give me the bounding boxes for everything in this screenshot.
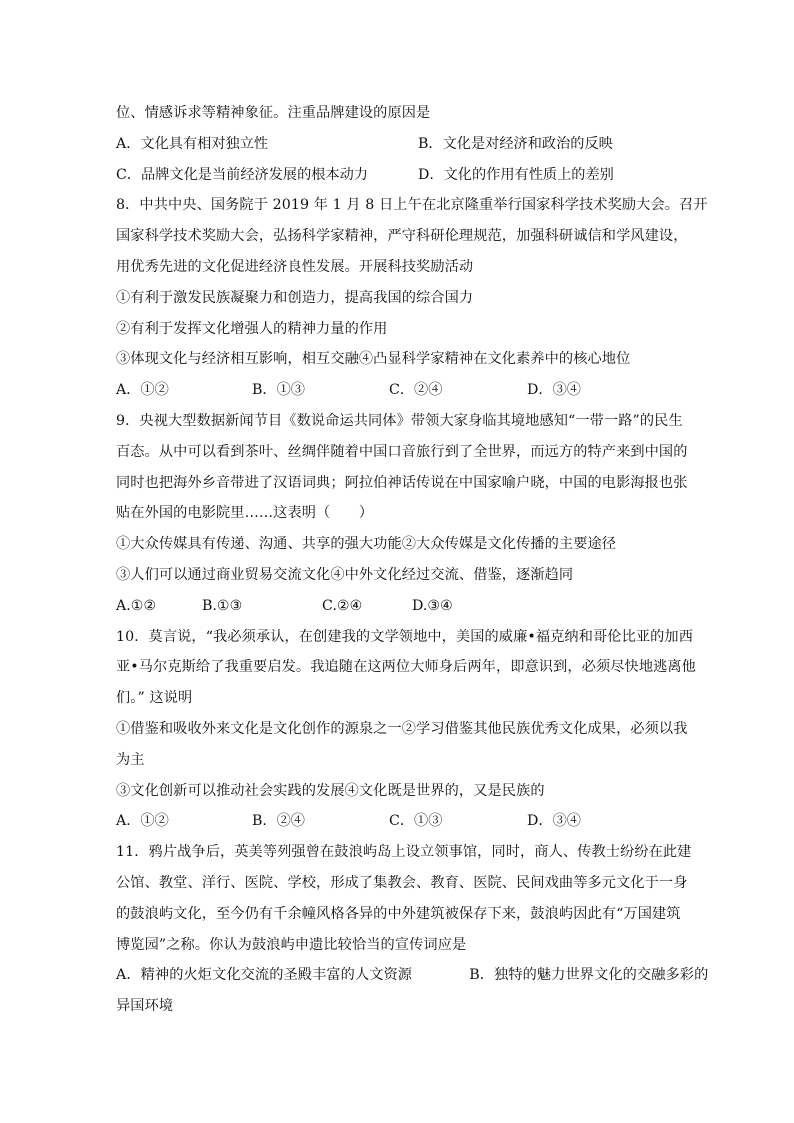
q9-option-a: A.①② bbox=[116, 597, 157, 614]
q10-stem-line: 10．莫言说，“我必须承认，在创建我的文学领地中，美国的威廉•福克纳和哥伦比亚的加西 bbox=[116, 628, 694, 645]
q10-option-a: A．①② bbox=[116, 813, 169, 830]
q10-item: ③文化创新可以推动社会实践的发展④文化既是世界的，又是民族的 bbox=[116, 782, 545, 799]
q8-option-d: D．③④ bbox=[527, 382, 581, 399]
q11-stem-line: 博览园”之称。你认为鼓浪屿申遗比较恰当的宣传词应是 bbox=[116, 936, 467, 953]
q8-item: ③体现文化与经济相互影响，相互交融④凸显科学家精神在文化素养中的核心地位 bbox=[116, 351, 631, 368]
q8-stem-line: 用优秀先进的文化促进经济良性发展。开展科技奖励活动 bbox=[116, 258, 474, 275]
q10-option-c: C．①③ bbox=[389, 813, 443, 830]
q9-stem-line: 同时也把海外乡音带进了汉语词典；阿拉伯神话传说在中国家喻户晓，中国的电影海报也张 bbox=[116, 474, 688, 491]
q10-stem-line: 亚•马尔克斯给了我重要启发。我追随在这两位大师身后两年，即意识到，必须尽快地逃离他 bbox=[116, 659, 696, 676]
q9-options bbox=[116, 591, 686, 622]
q9-option-c: C.②④ bbox=[322, 597, 363, 614]
q8-option-c: C．②④ bbox=[389, 382, 443, 399]
q11-stem-line: 11．鸦片战争后，英美等列强曾在鼓浪屿岛上设立领事馆，同时，商人、传教士纷纷在此建 bbox=[116, 844, 692, 861]
q11-stem-line: 的鼓浪屿文化，至今仍有千余幢风格各异的中外建筑被保存下来，鼓浪屿因此有“万国建筑 bbox=[116, 905, 681, 922]
q11-option-ab: A．精神的火炬文化交流的圣殿丰富的人文资源 B．独特的魅力世界文化的交融多彩的 bbox=[116, 967, 709, 984]
q8-option-b: B．①③ bbox=[252, 382, 305, 399]
q8-item: ②有利于发挥文化增强人的精神力量的作用 bbox=[116, 320, 388, 337]
q7-option-d: D．文化的作用有性质上的差别 bbox=[418, 166, 614, 183]
q7-option-a: A．文化具有相对独立性 bbox=[116, 135, 269, 152]
q9-item: ①大众传媒具有传递、沟通、共享的强大功能②大众传媒是文化传播的主要途径 bbox=[116, 536, 617, 553]
q7-options-row1 bbox=[116, 129, 686, 160]
q11-option-ab: 异国环境 bbox=[116, 998, 174, 1015]
q7-options-row2 bbox=[116, 160, 686, 191]
q11-stem-line: 公馆、教堂、洋行、医院、学校，形成了集教会、教育、医院、民间戏曲等多元文化于一身 bbox=[116, 874, 688, 891]
q9-stem-line: 贴在外国的电影院里……这表明（ ） bbox=[116, 505, 374, 522]
q9-option-d: D.③④ bbox=[412, 597, 453, 614]
q10-item: 为主 bbox=[116, 751, 145, 768]
document-page bbox=[116, 98, 709, 1022]
q8-stem-line: 国家科学技术奖励大会，弘扬科学家精神，严守科研伦理规范，加强科研诚信和学风建设， bbox=[116, 228, 688, 245]
q10-item: ①借鉴和吸收外来文化是文化创作的源泉之一②学习借鉴其他民族优秀文化成果，必须以我 bbox=[116, 720, 688, 737]
q10-options bbox=[116, 806, 686, 837]
q8-item: ①有利于激发民族凝聚力和创造力，提高我国的综合国力 bbox=[116, 289, 474, 306]
q8-option-a: A．①② bbox=[116, 382, 169, 399]
q10-stem-line: 们。” 这说明 bbox=[116, 690, 193, 707]
q9-stem-line: 百态。从中可以看到茶叶、丝绸伴随着中国口音旅行到了全世界，而远方的特产来到中国的 bbox=[116, 443, 688, 460]
q8-stem-line: 8．中共中央、国务院于 2019 年 1 月 8 日上午在北京隆重举行国家科学技术奖励大会。召开 bbox=[116, 197, 708, 214]
q8-options bbox=[116, 375, 686, 406]
q7-option-c: C．品牌文化是当前经济发展的根本动力 bbox=[116, 166, 369, 183]
q9-item: ③人们可以通过商业贸易交流文化④中外文化经过交流、借鉴，逐渐趋同 bbox=[116, 566, 574, 583]
q10-option-b: B．②④ bbox=[252, 813, 305, 830]
q9-stem-line: 9．央视大型数据新闻节目《数说命运共同体》带领大家身临其境地感知“一带一路”的民生 bbox=[116, 412, 683, 429]
q10-option-d: D．③④ bbox=[527, 813, 581, 830]
q7-stem-tail: 位、情感诉求等精神象征。注重品牌建设的原因是 bbox=[116, 105, 431, 121]
q7-option-b: B．文化是对经济和政治的反映 bbox=[418, 135, 613, 152]
q9-option-b: B.①③ bbox=[202, 597, 243, 614]
